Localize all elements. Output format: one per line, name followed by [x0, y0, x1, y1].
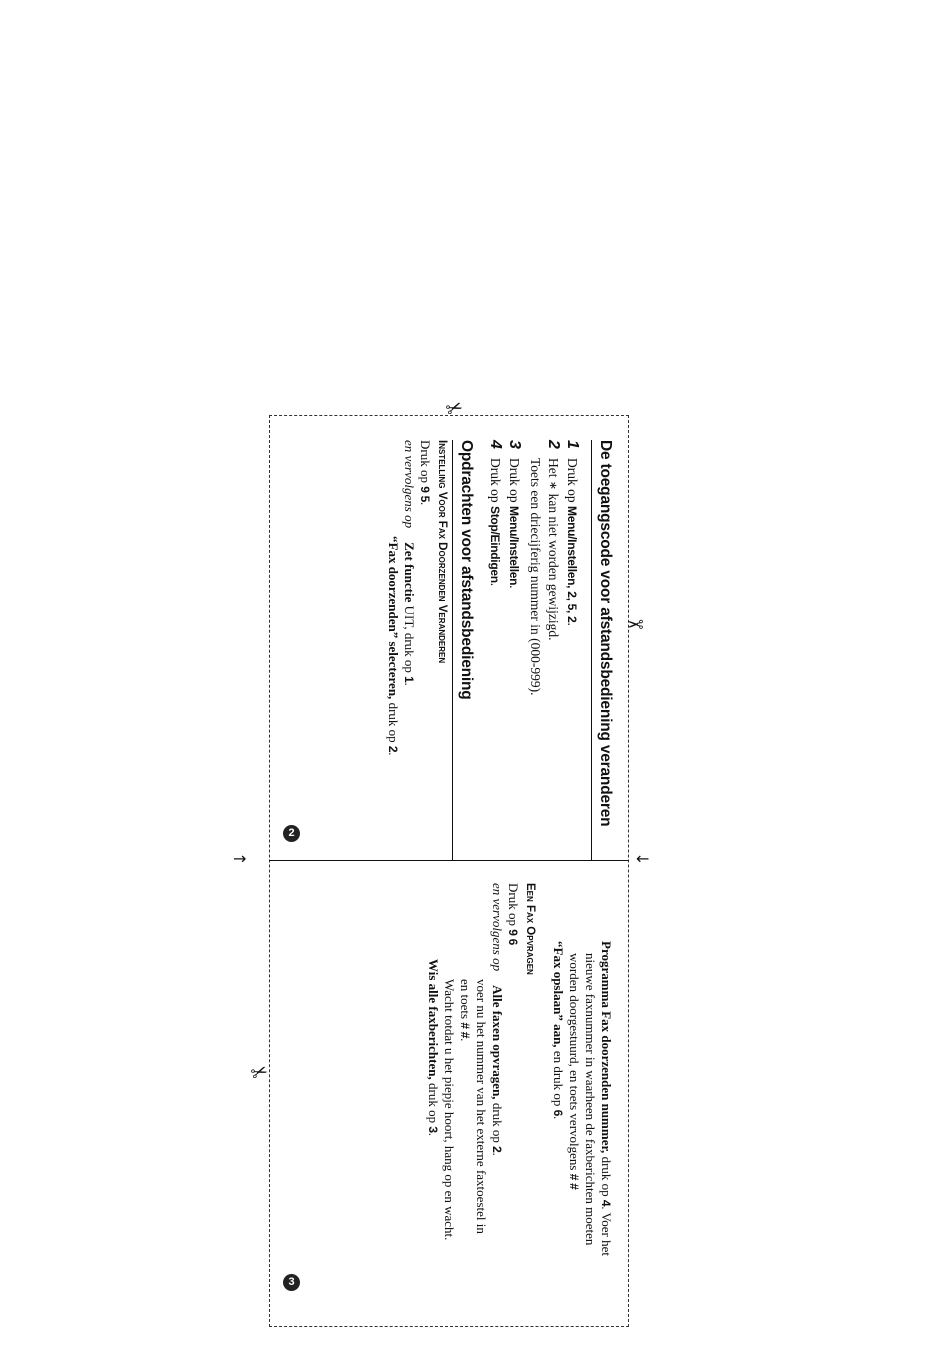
subsection-title-fax-retrieve: Een Fax Opvragen — [524, 883, 536, 975]
wacht-line: Wacht totdat u het piepje hoort, hang op en wacht. — [442, 979, 457, 1241]
step-2-sub: Toets een driecijferig nummer in (000-999). — [528, 458, 543, 696]
step-4: 4 Druk op Stop/Eindigen. — [487, 440, 504, 587]
programma-line-2: nieuwe faxnummer in waarheen de faxberichten moeten — [583, 953, 598, 1246]
step-3: 3 Druk op Menu/Instellen. — [506, 440, 523, 589]
alle-faxen-line-3: en toets # #. — [458, 979, 473, 1042]
fax-doorzenden-line: “Fax doorzenden” selecteren, druk op 2. — [386, 536, 401, 756]
subsection-title-fax-forward: Instelling Voor Fax Doorzenden Veranderen — [436, 440, 448, 664]
programma-line-1: Programma Fax doorzenden nummer, druk op 4. Voer het — [599, 941, 614, 1256]
en-vervolgens-line: en vervolgens opZet functie UIT, druk op 1. — [402, 440, 417, 686]
bottom-panel — [284, 883, 614, 1303]
alle-faxen-line: en vervolgens opAlle faxen opvragen, druk op 2. — [490, 883, 505, 1156]
druk-op-line: Druk op 9 5. — [418, 440, 433, 506]
section-title-remote-commands: Opdrachten voor afstandsbediening — [452, 440, 475, 860]
arrow-right-icon: → — [233, 849, 247, 868]
step-2: 2 Het ∗ kan niet worden gewijzigd. — [545, 440, 562, 641]
page-number-badge: 2 — [283, 825, 300, 842]
scissors-icon: ✂ — [627, 612, 644, 636]
asterisk-icon: ∗ — [546, 480, 561, 491]
fold-line — [269, 860, 629, 861]
top-panel — [284, 440, 614, 860]
scissors-icon: ✂ — [247, 1057, 272, 1087]
alle-faxen-line-2: voer nu het nummer van het externe faxtoestel in — [474, 979, 489, 1234]
section-title-access-code: De toegangscode voor afstandsbediening veranderen — [591, 440, 614, 860]
page-number-badge: 3 — [283, 1274, 300, 1291]
programma-line-3: worden doorgestuurd, en toets vervolgens # # — [567, 953, 582, 1190]
wis-line: Wis alle faxberichten, druk op 3. — [426, 959, 441, 1136]
step-1: 1 Druk op Menu/Instellen, 2, 5, 2. — [564, 440, 581, 626]
druk-op-line-2: Druk op 9 6 — [506, 883, 521, 946]
opslaan-line: “Fax opslaan” aan, en druk op 6. — [551, 941, 566, 1120]
scissors-icon: ✂ — [442, 393, 467, 423]
arrow-left-icon: ← — [636, 849, 650, 868]
